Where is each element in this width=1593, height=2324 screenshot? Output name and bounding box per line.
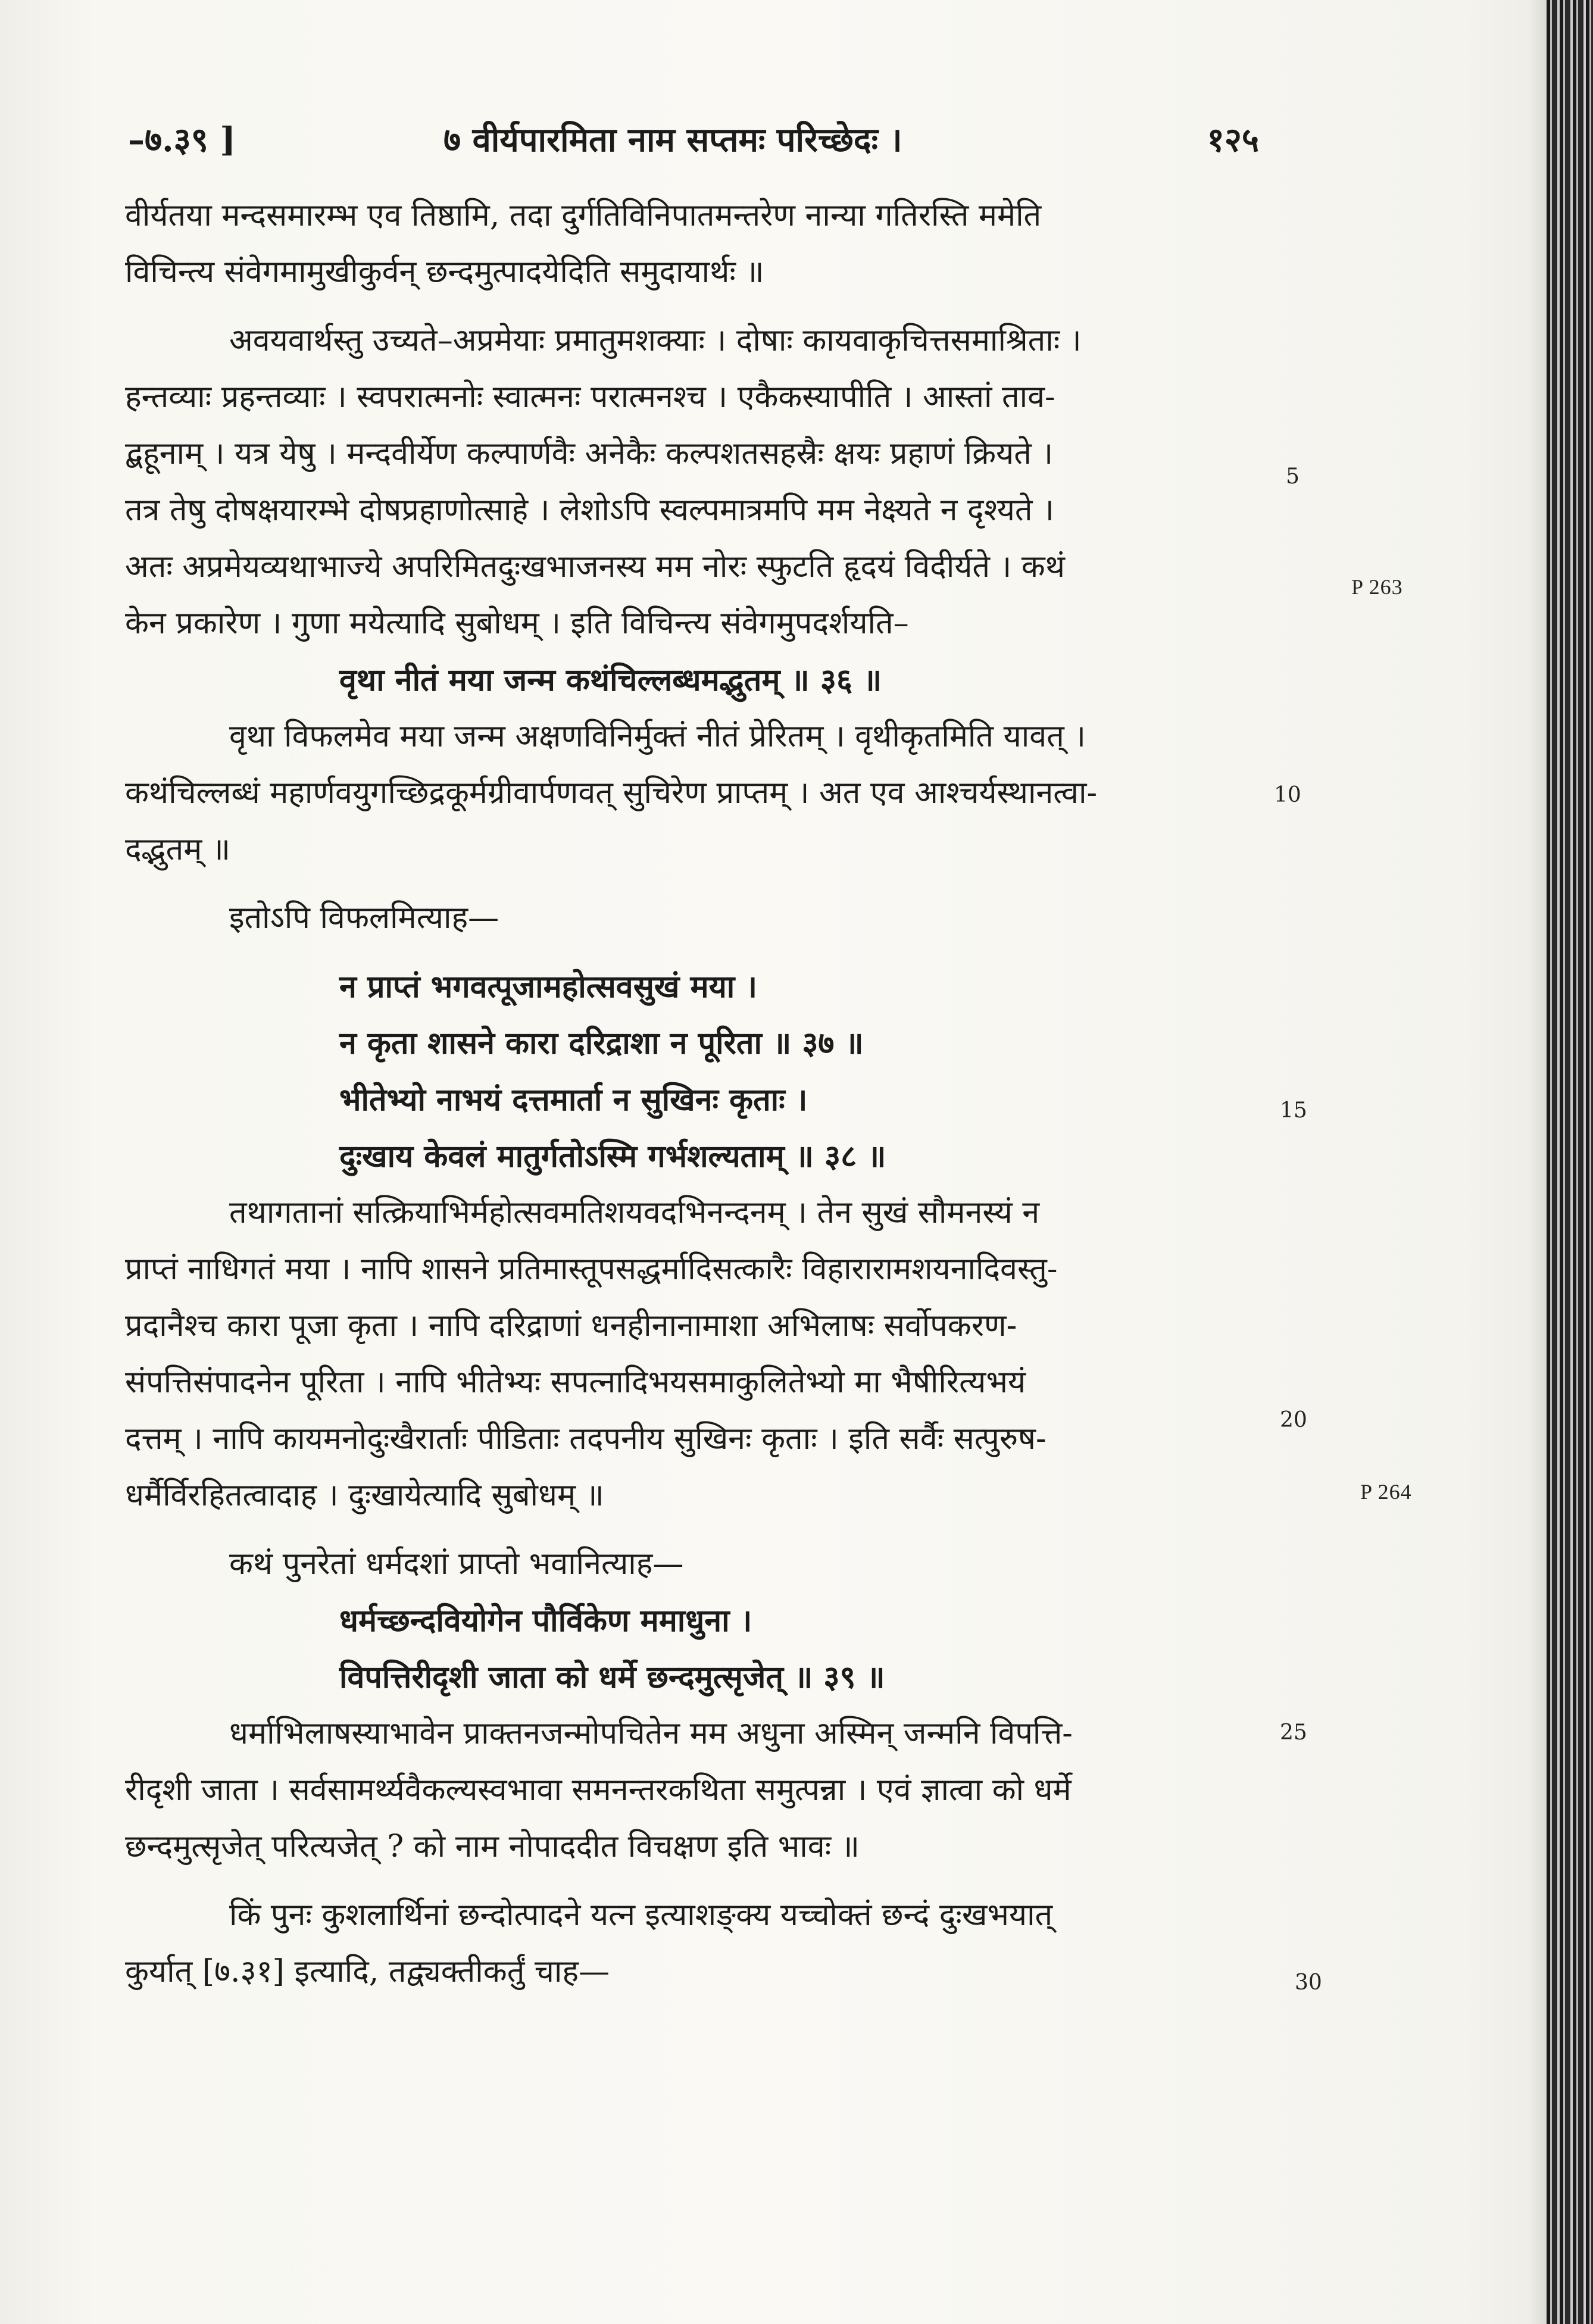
margin-line-number: 30	[1295, 1970, 1322, 1995]
edition-page-ref: P 263	[1351, 575, 1403, 599]
verse-line: वृथा नीतं मया जन्म कथंचिल्लब्धमद्भुतम् ॥ ३६ ॥	[339, 662, 882, 698]
header-verse-range: –७.३९ ]	[128, 120, 236, 160]
verse-36	[125, 652, 1310, 708]
page-edge-shadow	[1529, 0, 1547, 2324]
margin-line-number: 10	[1274, 783, 1301, 807]
book-binding-edge	[1547, 0, 1593, 2324]
text-line: कुर्यात् [७.३१] इत्यादि, तद्व्यक्तीकर्तुं चाह—	[125, 1954, 610, 1989]
paragraph-2	[125, 313, 1310, 652]
verse-line: विपत्तिरीदृशी जाता को धर्मे छन्दमुत्सृजेत् ॥ ३९ ॥	[339, 1659, 885, 1695]
text-line: दद्भुतम् ॥	[125, 832, 231, 867]
text-line: दत्तम् । नापि कायमनोदुःखैरार्ताः पीडिताः तदपनीय सुखिनः कृताः । इति सर्वैः सत्पुरुष-	[125, 1421, 1047, 1457]
text-line: किं पुनः कुशलार्थिनां छन्दोत्पादने यत्न इत्याशङ्क्य यच्चोक्तं छन्दं दुःखभयात्	[229, 1897, 1053, 1933]
text-line: वीर्यतया मन्दसमारम्भ एव तिष्ठामि, तदा दुर्गतिविनिपातमन्तरेण नान्या गतिरस्ति ममेति	[125, 198, 1042, 233]
paragraph-4	[125, 1185, 1310, 1524]
text-line: अवयवार्थस्तु उच्यते–अप्रमेयाः प्रमातुमशक्याः । दोषाः कायवाकृचित्तसमाश्रिताः ।	[229, 323, 1082, 358]
text-line: धर्मैर्विरहितत्वादाह । दुःखायेत्यादि सुबोधम् ॥	[125, 1478, 604, 1513]
verse-39	[125, 1592, 1310, 1705]
lead-in-1: इतोऽपि विफलमित्याह—	[229, 900, 499, 936]
text-line: विचिन्त्य संवेगमामुखीकुर्वन् छन्दमुत्पादयेदिति समुदायार्थः ॥	[125, 254, 764, 290]
verse-line: न कृता शासने कारा दरिद्राशा न पूरिता ॥ ३७ ॥	[339, 1025, 864, 1061]
running-header	[128, 116, 1283, 170]
header-page-number: १२५	[1207, 120, 1259, 160]
text-line: छन्दमुत्सृजेत् परित्यजेत् ? को नाम नोपाददीत विचक्षण इति भावः ॥	[125, 1829, 860, 1864]
margin-line-number: 25	[1280, 1720, 1307, 1745]
text-line: अतः अप्रमेयव्यथाभाज्ये अपरिमितदुःखभाजनस्य मम नोरः स्फुटति हृदयं विदीर्यते । कथं	[125, 549, 1065, 585]
text-line: संपत्तिसंपादनेन पूरिता । नापि भीतेभ्यः सपत्नादिभयसमाकुलितेभ्यो मा भैषीरित्यभयं	[125, 1364, 1026, 1400]
edition-page-ref: P 264	[1360, 1480, 1412, 1504]
text-line: द्बहूनाम् । यत्र येषु । मन्दवीर्येण कल्पार्णवैः अनेकैः कल्पशतसहस्रैः क्षयः प्रहाणं क्रियते ।	[125, 436, 1054, 471]
verse-line: न प्राप्तं भगवत्पूजामहोत्सवसुखं मया ।	[339, 969, 758, 1005]
text-line: हन्तव्याः प्रहन्तव्याः । स्वपरात्मनोः स्वात्मनः परात्मनश्च । एकैकस्यापीति । आस्तां ताव-	[125, 379, 1055, 415]
verse-line: दुःखाय केवलं मातुर्गतोऽस्मि गर्भशल्यताम् ॥ ३८ ॥	[339, 1138, 886, 1175]
text-line: धर्माभिलाषस्याभावेन प्राक्तनजन्मोपचितेन मम अधुना अस्मिन् जन्मनि विपत्ति-	[229, 1716, 1073, 1751]
margin-line-number: 20	[1280, 1408, 1307, 1432]
text-line: वृथा विफलमेव मया जन्म अक्षणविनिर्मुक्तं नीतं प्रेरितम् । वृथीकृतमिति यावत् ।	[229, 719, 1086, 754]
margin-line-number: 5	[1286, 464, 1300, 489]
text-line: तत्र तेषु दोषक्षयारम्भे दोषप्रहाणोत्साहे । लेशोऽपि स्वल्पमात्रमपि मम नेक्ष्यते न दृश्यते ।	[125, 492, 1054, 528]
text-line: रीदृशी जाता । सर्वसामर्थ्यवैकल्यस्वभावा समनन्तरकथिता समुत्पन्ना । एवं ज्ञात्वा को धर्मे	[125, 1772, 1072, 1808]
verse-line: धर्मच्छन्दवियोगेन पौर्विकेण ममाधुना ।	[339, 1603, 752, 1639]
paragraph-5	[125, 1705, 1310, 1875]
verse-line: भीतेभ्यो नाभयं दत्तमार्ता न सुखिनः कृताः ।	[339, 1082, 808, 1118]
paragraph-6	[125, 1887, 1310, 2000]
margin-line-number: 15	[1280, 1098, 1307, 1123]
verses-37-38	[125, 958, 1310, 1185]
text-line: प्रदानैश्च कारा पूजा कृता । नापि दरिद्राणां धनहीनानामाशा अभिलाषः सर्वोपकरण-	[125, 1308, 1017, 1344]
header-chapter-title: ७ वीर्यपारमिता नाम सप्तमः परिच्छेदः ।	[443, 120, 902, 160]
paragraph-1	[125, 188, 1310, 301]
lead-in-2: कथं पुनरेतां धर्मदशां प्राप्तो भवानित्याह—	[229, 1546, 684, 1582]
text-line: तथागतानां सत्क्रियाभिर्महोत्सवमतिशयवदभिनन्दनम् । तेन सुखं सौमनस्यं न	[229, 1195, 1040, 1230]
paragraph-3	[125, 708, 1310, 878]
page-body	[125, 188, 1310, 2000]
text-line: कथंचिल्लब्धं महार्णवयुगच्छिद्रकूर्मग्रीवार्पणवत् सुचिरेण प्राप्तम् । अत एव आश्चर्यस्थानत्वा-	[125, 775, 1098, 811]
text-line: केन प्रकारेण । गुणा मयेत्यादि सुबोधम् । इति विचिन्त्य संवेगमुपदर्शयति–	[125, 605, 909, 641]
text-line: प्राप्तं नाधिगतं मया । नापि शासने प्रतिमास्तूपसद्धर्मादिसत्कारैः विहारारामशयनादिवस्तु-	[125, 1251, 1058, 1287]
